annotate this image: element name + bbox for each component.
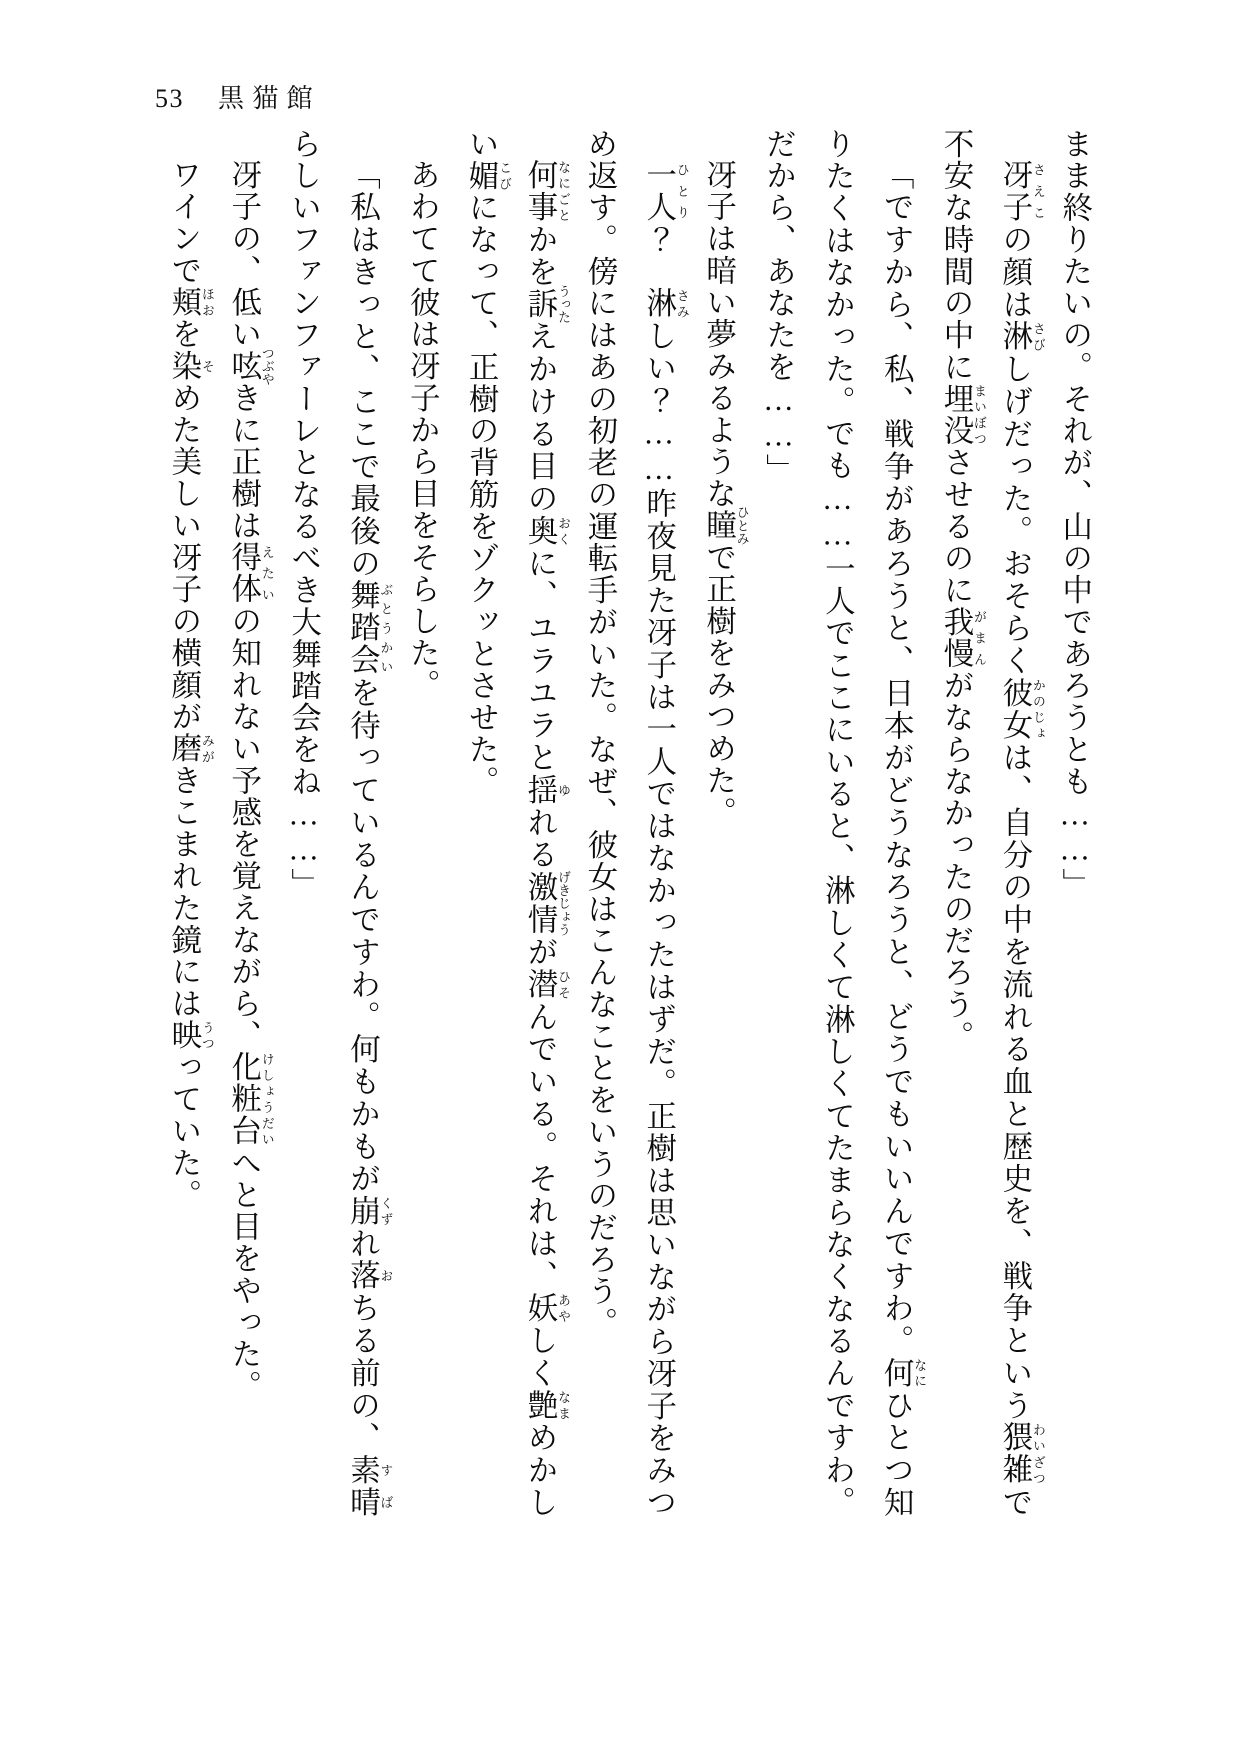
- ruby-text: 激情 げきじょう: [523, 870, 571, 936]
- book-title: 黒猫館: [218, 84, 321, 113]
- paragraph: 冴子の、低い呟 つぶやきに正樹は得体 えたいの知れない予感を覚えながら、化粧台 けしょうだいへと目をやった。: [226, 158, 274, 1402]
- ruby-text: 彼女 かのじょ: [997, 676, 1045, 742]
- ruby-text: 素晴 すば: [345, 1453, 393, 1519]
- ruby-text: 潜 ひそ: [523, 968, 571, 1001]
- ruby-text: 一人 ひとり: [641, 158, 689, 223]
- ruby-text: 頬 ほお: [166, 286, 214, 318]
- page-body: [154, 128, 1154, 1518]
- paragraph: 何事 なにごとかを訴 うったえかける目の奥 おくに、ユラユラと揺 ゆれる激情 げきじょうが潜 ひそんでいる。それは、妖 あやしく艶 なまめかしい媚 こびになって、正樹の背筋をゾクッとさせた。: [464, 128, 571, 1518]
- paragraph: 「私はきっと、ここで最後の舞踏会 ぶとうかいを待っているんですわ。何もかもが崩 くずれ落 おちる前の、素晴 すばらしいファンファーレとなるべき大舞踏会をね……」: [286, 128, 393, 1519]
- ruby-text: 埋没 まいぼつ: [939, 382, 987, 447]
- running-head: [155, 78, 321, 115]
- paragraph: 「ですから、私、戦争があろうと、日本がどうなろうと、どうでもいいんですわ。何 なにひとつ知りたくはなかった。でも……一人でここにいると、淋しくて淋しくてたまらなくなるんですわ。だから、あなたを……」: [761, 128, 927, 1518]
- ruby-text: 瞳 ひとみ: [701, 505, 749, 545]
- ruby-text: 染 そ: [166, 349, 214, 382]
- ruby-text: 崩 くず: [345, 1194, 393, 1228]
- ruby-text: 淋 さみ: [641, 287, 689, 320]
- ruby-text: 磨 みが: [166, 732, 214, 765]
- ruby-text: 媚 こび: [464, 159, 512, 192]
- ruby-text: 揺 ゆ: [523, 773, 571, 806]
- ruby-text: 舞踏会 ぶとうかい: [345, 579, 393, 677]
- vertical-text-column: [154, 128, 1104, 1518]
- ruby-text: 奥 おく: [523, 514, 571, 547]
- ruby-text: 化粧台 けしょうだい: [226, 1050, 274, 1147]
- ruby-text: 艶 なま: [523, 1388, 571, 1422]
- ruby-text: 冴子 さえこ: [997, 158, 1045, 224]
- ruby-text: 淋 さび: [997, 320, 1045, 353]
- ruby-text: 映 うつ: [166, 1019, 214, 1051]
- ruby-text: 得体 えたい: [226, 541, 274, 605]
- paragraph: あわてて彼は冴子から目をそらした。: [405, 158, 440, 701]
- ruby-text: 何 なに: [879, 1356, 927, 1389]
- ruby-text: 猥雑 わいざつ: [997, 1421, 1045, 1487]
- page-number: 53: [155, 84, 184, 113]
- ruby-text: 我慢 がまん: [939, 606, 987, 670]
- paragraph: 一人 ひとり？ 淋 さみしい？……昨夜見た冴子は一人ではなかったはずだ。正樹は思いながら冴子をみつめ返す。傍にはあの初老の運転手がいた。なぜ、彼女はこんなことをいうのだろう。: [582, 128, 689, 1518]
- paragraph: まま終りたいの。それが、山の中であろうとも……」: [1057, 128, 1092, 900]
- paragraph: ワインで頬 ほおを染 そめた美しい冴子の横顔が磨 みがきこまれた鏡には映 うつっていた。: [166, 158, 214, 1211]
- ruby-text: 妖 あや: [523, 1291, 571, 1325]
- ruby-text: 訴 うった: [523, 284, 571, 324]
- ruby-text: 呟 つぶや: [226, 346, 274, 386]
- ruby-text: 落 お: [345, 1259, 393, 1292]
- paragraph: 冴子 さえこの顔は淋 さびしげだった。おそらく彼女 かのじょは、自分の中を流れる血と歴史を、戦争という猥雑 わいざつで不安な時間の中に埋没 まいぼつさせるのに我慢 がまんがならなかったのだろう。: [939, 128, 1045, 1518]
- ruby-text: 何事 なにごと: [523, 158, 571, 224]
- paragraph: 冴子は暗い夢みるような瞳 ひとみで正樹をみつめた。: [701, 158, 749, 828]
